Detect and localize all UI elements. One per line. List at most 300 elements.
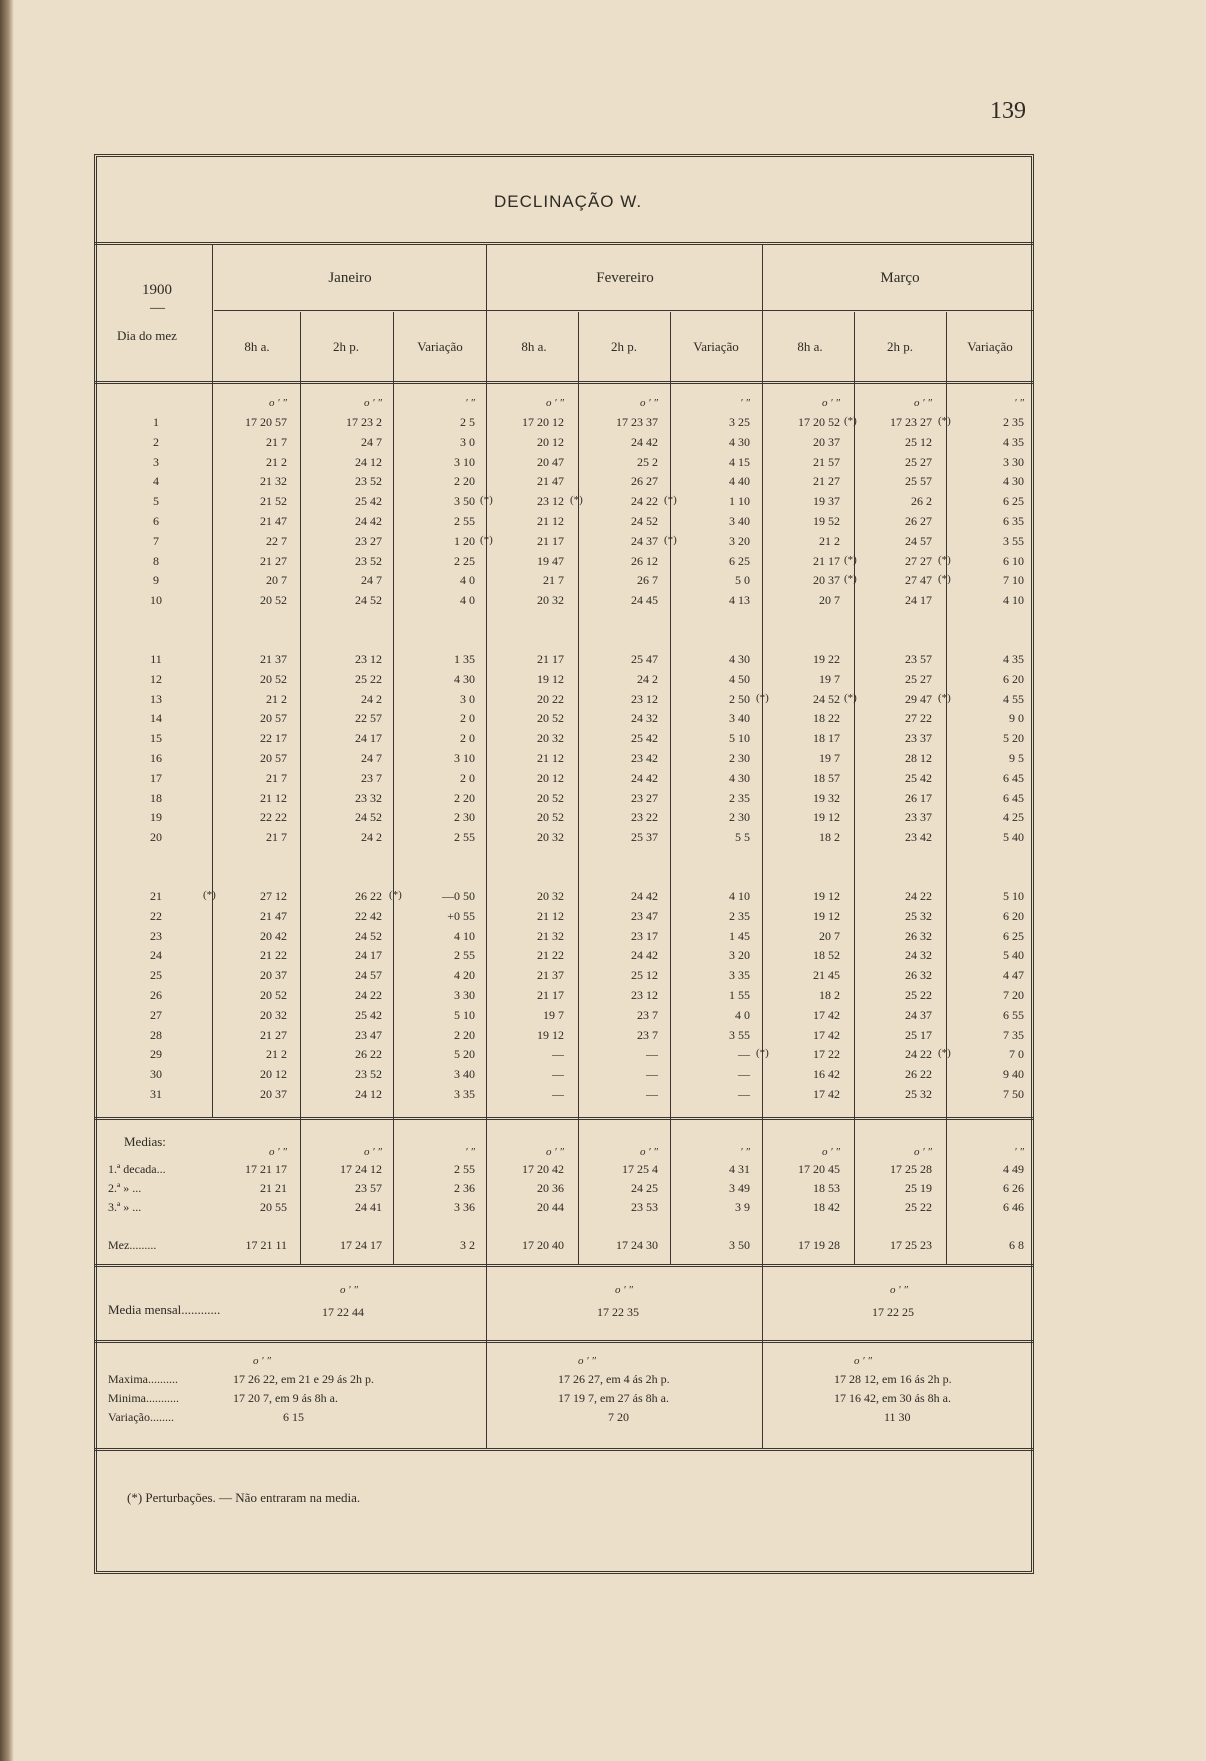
cell-fev-2h: 24 52 [631,514,658,528]
cell-mar-2h: 25 57 [905,474,932,489]
cell-fev-var: 1 10 [729,494,750,509]
cell-jan-var: +0 55 [447,908,475,923]
medias-fev-0: 20 44 [537,1200,564,1214]
cell-fev-2h: 23 12 [631,691,658,706]
cell-jan-var: 2 0 [460,731,475,746]
day-number: 4 [153,474,159,489]
cell-mar-2h: 29 47 [905,691,932,706]
extremes-units: o ′ ″ [253,1355,271,1367]
rule-above-extremes [94,1340,1034,1343]
cell-jan-8h: 21 52 [260,494,287,509]
cell-mar-2h: 24 17 [905,593,932,608]
cell-jan-8h: 21 2 [266,454,287,469]
cell-fev-var: 3 35 [729,968,750,983]
cell-mar-8h: 20 7 [819,593,840,608]
cell-jan-2h: 24 7 [361,573,382,588]
cell-jan-8h: 21 22 [260,948,287,963]
cell-fev-8h: 21 22 [537,948,564,963]
cell-fev-8h: 21 17 [537,652,564,666]
cell-mar-var: 5 20 [1003,731,1024,746]
cell-jan-8h: 21 7 [266,770,287,785]
cell-jan-8h: 21 47 [260,514,287,528]
cell-jan-2h: 23 12 [355,652,382,666]
cell-mar-var: 4 25 [1003,810,1024,825]
mez-jan-2: 3 2 [460,1238,475,1252]
cell-mar-8h: 19 12 [813,908,840,923]
perturbation-mark: (*) [938,553,951,566]
cell-jan-8h: 20 57 [260,711,287,726]
mez-jan-1: 17 24 17 [340,1238,382,1252]
units-fev-2: ′ ″ [740,397,750,409]
cell-fev-var: 1 45 [729,928,750,943]
cell-mar-8h: 18 52 [813,948,840,963]
cell-jan-8h: 21 12 [260,790,287,805]
book-spine-shadow [0,0,14,1761]
col-rule-mar-1 [854,312,855,1264]
cell-mar-8h: 17 42 [813,1027,840,1042]
cell-fev-var: 2 50 [729,691,750,706]
cell-jan-var: 3 30 [454,988,475,1002]
cell-mar-2h: 23 57 [905,652,932,666]
perturbation-mark: (*) [664,533,677,546]
day-number: 23 [150,928,162,943]
cell-fev-8h: — [552,1087,564,1101]
cell-jan-var: 2 30 [454,810,475,825]
cell-jan-2h: 24 7 [361,434,382,449]
perturbation-mark: (*) [844,573,857,586]
cell-mar-2h: 24 22 [905,889,932,903]
cell-mar-var: 7 35 [1003,1027,1024,1042]
cell-jan-var: 4 30 [454,671,475,686]
cell-fev-8h: 20 47 [537,454,564,469]
cell-jan-2h: 24 12 [355,454,382,469]
cell-jan-var: 3 0 [460,691,475,706]
cell-mar-var: 3 55 [1003,533,1024,548]
cell-mar-8h: 19 12 [813,889,840,903]
medias-jan-2: 2 55 [454,1162,475,1176]
medias-fev-2: 3 49 [729,1181,750,1195]
cell-fev-2h: 25 47 [631,652,658,666]
cell-mar-var: 5 40 [1003,830,1024,845]
cell-fev-2h: 26 7 [637,573,658,588]
cell-mar-8h: 21 2 [819,533,840,548]
medias-mar-2: 6 26 [1003,1181,1024,1195]
col-header-fev-0: 8h a. [521,339,547,354]
cell-fev-8h: 20 12 [537,434,564,449]
cell-mar-var: 6 35 [1003,514,1024,528]
perturbation-mark: (*) [389,889,402,901]
cell-fev-8h: 20 32 [537,889,564,903]
cell-mar-var: 4 47 [1003,968,1024,983]
cell-fev-var: 4 30 [729,652,750,666]
media-mensal-jan: 17 22 44 [322,1305,364,1319]
cell-jan-var: 5 10 [454,1007,475,1022]
cell-mar-var: 4 55 [1003,691,1024,706]
medias-mar-0: 18 42 [813,1200,840,1214]
media-mensal-units: o ′ ″ [340,1284,358,1296]
col-header-jan-1: 2h p. [333,339,359,354]
cell-fev-var: 4 50 [729,671,750,686]
cell-fev-2h: 26 12 [631,553,658,568]
extreme-mar-1: 17 16 42, em 30 ás 8h a. [834,1391,951,1405]
cell-mar-2h: 23 37 [905,731,932,746]
col-rule-jan-fev [486,244,487,1448]
cell-jan-var: 4 0 [460,573,475,588]
cell-mar-2h: 27 47 [905,573,932,588]
col-rule-fev-mar [762,244,763,1448]
cell-jan-2h: 25 42 [355,1007,382,1022]
cell-fev-2h: 23 22 [631,810,658,825]
day-number: 29 [150,1047,162,1062]
cell-jan-2h: 24 17 [355,731,382,746]
col-rule-jan-2 [393,312,394,1264]
cell-mar-var: 5 40 [1003,948,1024,963]
extreme-mar-0: 17 28 12, em 16 ás 2h p. [834,1372,952,1386]
mez-jan-0: 17 21 11 [245,1238,287,1252]
cell-fev-8h: 20 52 [537,790,564,805]
cell-jan-8h: 21 7 [266,434,287,449]
cell-mar-var: 6 25 [1003,494,1024,509]
col-rule-mar-2 [946,312,947,1264]
mez-fev-1: 17 24 30 [616,1238,658,1252]
day-number: 13 [150,691,162,706]
cell-mar-var: 4 35 [1003,652,1024,666]
cell-fev-2h: 17 23 37 [616,415,658,429]
cell-mar-8h: 21 45 [813,968,840,983]
cell-mar-var: 9 40 [1003,1067,1024,1082]
cell-fev-2h: — [646,1047,658,1062]
mez-fev-2: 3 50 [729,1238,750,1252]
cell-fev-2h: 25 12 [631,968,658,983]
cell-jan-var: 2 20 [454,790,475,805]
mez-mar-2: 6 8 [1009,1238,1024,1252]
extremes-units: o ′ ″ [854,1355,872,1367]
cell-jan-var: 3 40 [454,1067,475,1082]
cell-jan-var: 3 0 [460,434,475,449]
extreme-label-0: Maxima.......... [108,1372,178,1386]
media-mensal-units: o ′ ″ [615,1284,633,1296]
col-header-jan-2: Variação [417,339,463,354]
perturbation-mark: (*) [570,494,583,507]
cell-jan-2h: 24 52 [355,810,382,825]
cell-mar-8h: 19 22 [813,652,840,666]
cell-jan-2h: 23 52 [355,1067,382,1082]
cell-jan-8h: 22 22 [260,810,287,825]
cell-mar-2h: 27 27 [905,553,932,568]
cell-mar-var: 6 20 [1003,671,1024,686]
extreme-fev-1: 17 19 7, em 27 ás 8h a. [558,1391,669,1405]
cell-jan-2h: 24 2 [361,691,382,706]
cell-mar-2h: 25 42 [905,770,932,785]
rule-under-header [94,381,1034,384]
cell-mar-2h: 26 27 [905,514,932,528]
cell-jan-var: 2 55 [454,948,475,963]
cell-mar-2h: 28 12 [905,751,932,765]
cell-jan-2h: 25 22 [355,671,382,686]
cell-jan-2h: 26 22 [355,889,382,903]
cell-fev-var: 2 30 [729,751,750,765]
rule-under-title [94,242,1034,245]
cell-mar-8h: 17 42 [813,1007,840,1022]
cell-jan-var: 5 20 [454,1047,475,1062]
medias-units: o ′ ″ [640,1146,658,1158]
day-number: 7 [153,533,159,548]
year-dash: — [150,300,165,316]
medias-units: ′ ″ [1014,1146,1024,1158]
extreme-jan-0: 17 26 22, em 21 e 29 ás 2h p. [233,1372,374,1386]
cell-mar-2h: 23 37 [905,810,932,825]
day-number: 26 [150,988,162,1002]
cell-mar-8h: 16 42 [813,1067,840,1082]
col-rule-day [212,244,213,1117]
cell-fev-2h: 25 2 [637,454,658,469]
table-title: DECLINAÇÃO W. [494,192,643,211]
day-number: 21 [150,889,162,903]
col-header-jan-0: 8h a. [244,339,270,354]
cell-fev-var: 3 20 [729,533,750,548]
cell-mar-8h: 17 20 52 [798,415,840,429]
cell-mar-8h: 18 2 [819,830,840,845]
year-label: 1900 [142,282,172,298]
cell-jan-8h: 20 32 [260,1007,287,1022]
extreme-label-2: Variação........ [108,1410,174,1424]
media-mensal-fev: 17 22 35 [597,1305,639,1319]
cell-mar-2h: 25 17 [905,1027,932,1042]
cell-fev-2h: 23 42 [631,751,658,765]
cell-mar-2h: 24 37 [905,1007,932,1022]
perturbation-mark: (*) [756,1047,769,1060]
cell-fev-8h: 19 47 [537,553,564,568]
cell-jan-2h: 23 52 [355,553,382,568]
medias-row-label: 2.ª » ... [108,1181,142,1195]
day-column-header: Dia do mez [117,328,177,343]
perturbation-mark: (*) [844,415,857,427]
cell-mar-8h: 18 2 [819,988,840,1002]
cell-fev-8h: 21 47 [537,474,564,489]
units-jan-2: ′ ″ [465,397,475,409]
cell-mar-2h: 26 17 [905,790,932,805]
cell-fev-2h: 24 32 [631,711,658,726]
medias-jan-0: 21 21 [260,1181,287,1195]
cell-fev-var: 4 10 [729,889,750,903]
month-header-fev: Fevereiro [596,270,654,286]
cell-jan-8h: 21 47 [260,908,287,923]
medias-label: Medias: [124,1134,166,1149]
cell-mar-2h: 25 22 [905,988,932,1002]
cell-mar-8h: 21 57 [813,454,840,469]
cell-fev-2h: 24 42 [631,889,658,903]
cell-mar-var: 5 10 [1003,889,1024,903]
medias-jan-1: 24 41 [355,1200,382,1214]
perturbation-mark: (*) [664,494,677,507]
cell-jan-var: 2 55 [454,514,475,528]
cell-fev-var: 4 30 [729,770,750,785]
cell-jan-8h: 21 2 [266,1047,287,1062]
day-number: 30 [150,1067,162,1082]
cell-jan-var: 2 55 [454,830,475,845]
day-number: 17 [150,770,162,785]
cell-fev-var: — [738,1087,750,1101]
cell-fev-var: 6 25 [729,553,750,568]
medias-jan-2: 2 36 [454,1181,475,1195]
cell-mar-8h: 20 37 [813,573,840,588]
cell-jan-8h: 20 12 [260,1067,287,1082]
cell-mar-8h: 21 17 [813,553,840,568]
cell-fev-8h: 21 12 [537,751,564,765]
col-header-mar-0: 8h a. [797,339,823,354]
medias-fev-1: 24 25 [631,1181,658,1195]
cell-fev-var: 3 25 [729,415,750,429]
medias-fev-0: 17 20 42 [522,1162,564,1176]
cell-jan-8h: 20 52 [260,671,287,686]
cell-fev-var: 3 20 [729,948,750,963]
mez-mar-1: 17 25 23 [890,1238,932,1252]
cell-fev-2h: 25 37 [631,830,658,845]
cell-mar-var: 6 20 [1003,908,1024,923]
cell-mar-8h: 17 22 [813,1047,840,1062]
cell-fev-var: 2 35 [729,908,750,923]
cell-fev-8h: — [552,1047,564,1062]
cell-mar-2h: 25 27 [905,671,932,686]
cell-mar-8h: 18 57 [813,770,840,785]
cell-fev-var: 3 40 [729,514,750,528]
cell-mar-2h: 24 57 [905,533,932,548]
medias-units: ′ ″ [740,1146,750,1158]
perturbation-mark: (*) [938,573,951,586]
cell-jan-var: 2 20 [454,474,475,489]
cell-jan-var: 2 0 [460,711,475,726]
media-mensal-mar: 17 22 25 [872,1305,914,1319]
cell-jan-var: 2 25 [454,553,475,568]
cell-fev-2h: 23 7 [637,1027,658,1042]
perturbation-mark: (*) [844,691,857,704]
cell-jan-8h: 21 32 [260,474,287,489]
day-number: 20 [150,830,162,845]
cell-mar-8h: 20 7 [819,928,840,943]
cell-fev-8h: 21 17 [537,533,564,548]
extreme-fev-0: 17 26 27, em 4 ás 2h p. [558,1372,670,1386]
cell-jan-2h: 24 57 [355,968,382,983]
cell-mar-2h: 25 32 [905,1087,932,1101]
medias-jan-0: 20 55 [260,1200,287,1214]
month-header-mar: Março [880,270,920,286]
extreme-fev-2: 7 20 [608,1410,629,1424]
day-number: 27 [150,1007,162,1022]
cell-jan-var: 3 10 [454,454,475,469]
medias-mar-2: 4 49 [1003,1162,1024,1176]
extreme-jan-1: 17 20 7, em 9 ás 8h a. [233,1391,338,1405]
cell-mar-var: 7 20 [1003,988,1024,1002]
day-number: 14 [150,711,162,726]
cell-fev-var: 1 55 [729,988,750,1002]
cell-mar-8h: 20 37 [813,434,840,449]
medias-jan-1: 23 57 [355,1181,382,1195]
medias-units: o ′ ″ [364,1146,382,1158]
perturbation-mark: (*) [203,889,216,901]
cell-jan-8h: 20 42 [260,928,287,943]
day-number: 15 [150,731,162,746]
cell-mar-2h: 23 42 [905,830,932,845]
day-number: 10 [150,593,162,608]
cell-mar-2h: 25 12 [905,434,932,449]
medias-units: o ′ ″ [822,1146,840,1158]
units-mar-1: o ′ ″ [914,397,932,409]
cell-fev-8h: 21 37 [537,968,564,983]
cell-jan-8h: 27 12 [260,889,287,903]
medias-fev-1: 17 25 4 [622,1162,658,1176]
cell-fev-var: 4 30 [729,434,750,449]
medias-jan-1: 17 24 12 [340,1162,382,1176]
day-number: 31 [150,1087,162,1101]
cell-fev-2h: 24 42 [631,948,658,963]
cell-fev-8h: 19 12 [537,1027,564,1042]
cell-fev-var: 2 30 [729,810,750,825]
col-rule-fev-1 [578,312,579,1264]
col-header-mar-1: 2h p. [887,339,913,354]
medias-mar-1: 25 22 [905,1200,932,1214]
medias-mar-1: 25 19 [905,1181,932,1195]
cell-jan-2h: 24 12 [355,1087,382,1101]
col-rule-fev-2 [670,312,671,1264]
media-mensal-units: o ′ ″ [890,1284,908,1296]
rule-above-media-mensal [94,1264,1034,1267]
day-number: 1 [153,415,159,429]
cell-mar-var: 9 5 [1009,751,1024,765]
rule-above-medias [94,1117,1034,1120]
cell-jan-2h: 26 22 [355,1047,382,1062]
cell-jan-var: 1 20 [454,533,475,548]
medias-fev-1: 23 53 [631,1200,658,1214]
cell-fev-2h: 23 12 [631,988,658,1002]
medias-units: o ′ ″ [546,1146,564,1158]
day-number: 24 [150,948,162,963]
rule-above-footnote [94,1448,1034,1451]
cell-fev-var: 5 10 [729,731,750,746]
extremes-units: o ′ ″ [578,1355,596,1367]
day-number: 22 [150,908,162,923]
cell-mar-8h: 19 52 [813,514,840,528]
cell-jan-8h: 21 37 [260,652,287,666]
cell-fev-8h: — [552,1067,564,1082]
cell-jan-var: 1 35 [454,652,475,666]
col-header-mar-2: Variação [967,339,1013,354]
extreme-mar-2: 11 30 [884,1410,911,1424]
medias-mar-2: 6 46 [1003,1200,1024,1214]
cell-jan-var: 4 20 [454,968,475,983]
cell-jan-2h: 22 42 [355,908,382,923]
cell-fev-8h: 20 32 [537,830,564,845]
cell-mar-var: 6 10 [1003,553,1024,568]
medias-jan-2: 3 36 [454,1200,475,1214]
medias-mar-0: 17 20 45 [798,1162,840,1176]
cell-jan-8h: 22 7 [266,533,287,548]
cell-mar-8h: 19 7 [819,671,840,686]
cell-mar-var: 7 50 [1003,1087,1024,1101]
day-number: 28 [150,1027,162,1042]
cell-fev-2h: 23 47 [631,908,658,923]
footnote: (*) Perturbações. — Não entraram na media. [127,1490,361,1505]
cell-fev-8h: 17 20 12 [522,415,564,429]
mez-mar-0: 17 19 28 [798,1238,840,1252]
cell-fev-var: 4 15 [729,454,750,469]
cell-mar-var: 9 0 [1009,711,1024,726]
cell-mar-8h: 24 52 [813,691,840,706]
cell-jan-2h: 23 32 [355,790,382,805]
cell-jan-8h: 17 20 57 [245,415,287,429]
day-number: 25 [150,968,162,983]
cell-mar-var: 6 25 [1003,928,1024,943]
cell-mar-2h: 26 2 [911,494,932,509]
